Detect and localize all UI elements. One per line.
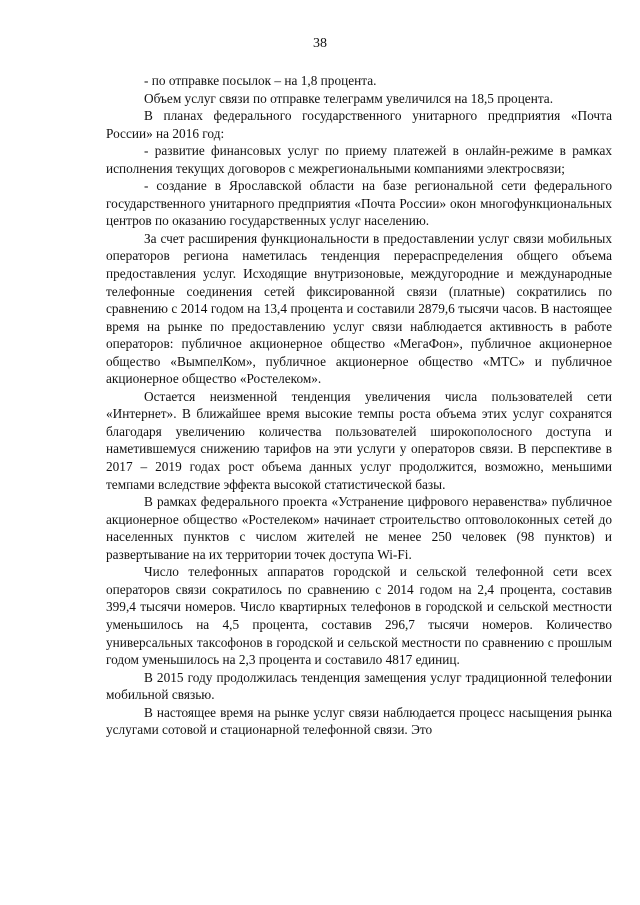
paragraph: - по отправке посылок – на 1,8 процента.: [144, 73, 377, 88]
paragraph: Число телефонных аппаратов городской и сельской телефонной сети всех операторов связи сократилось по сравнению с 2014 годом на 2,4 процента, составив 399,4 тысячи номеров. Число квартирных телефонов в городской и сельской местности уменьшилось на 4,5 процента, составив 296,7 тысячи номеров. Количество универсальных таксофонов в городской и сельской местности по сравнению с прошлым годом уменьшилось на 2,3 процента и составило 4817 единиц.: [106, 564, 612, 668]
paragraph: В планах федерального государственного унитарного предприятия «Почта России» на 2016 год:: [106, 108, 612, 141]
paragraph: В настоящее время на рынке услуг связи наблюдается процесс насыщения рынка услугами сотовой и стационарной телефонной связи. Это: [106, 704, 612, 738]
paragraph: Объем услуг связи по отправке телеграмм увеличился на 18,5 процента.: [144, 90, 554, 106]
paragraph: За счет расширения функциональности в предоставлении услуг связи мобильных операторов региона наметилась тенденция перераспределения общего объема предоставления услуг. Исходящие внутризоновые, междугородние и международные телефонные соединения сетей фиксированной связи (платные) сократились по сравнению с 2014 годом на 13,4 процента и составили 2879,6 тысячи часов. В настоящее время на рынке по предоставлению услуг связи наблюдается активность в работе операторов: публичное акционерное общество «МегаФон», публичное акционерное общество «ВымпелКом», публичное акционерное общество «МТС» и публичное акционерное общество «Ростелеком».: [106, 230, 612, 387]
paragraph: В рамках федерального проекта «Устранение цифрового неравенства» публичное акционерное общество «Ростелеком» начинает строительство оптоволоконных сетей до населенных пунктов с числом жителей не менее 250 человек (98 пунктов) и развертывание на их территории точек доступа Wi-Fi.: [106, 494, 612, 562]
document-body: [106, 72, 612, 739]
paragraph: - создание в Ярославской области на базе региональной сети федерального государственного унитарного предприятия «Почта России» окон многофункциональных центров по оказанию государственных услуг населению.: [106, 178, 612, 229]
paragraph: - развитие финансовых услуг по приему платежей в онлайн-режиме в рамках исполнения текущих договоров с межрегиональными компаниями электросвязи;: [106, 143, 612, 176]
paragraph: В 2015 году продолжилась тенденция замещения услуг традиционной телефонии мобильной связью.: [106, 669, 612, 703]
paragraph: Остается неизменной тенденция увеличения числа пользователей сети «Интернет». В ближайшее время высокие темпы роста объема этих услуг сохранятся благодаря увеличению количества пользователей широкополосного доступа и наметившемуся снижению тарифов на эти услуги у операторов связи. В перспективе в 2017 – 2019 годах рост объема данных услуг продолжится, возможно, меньшими темпами вследствие эффекта высокой статистической базы.: [106, 388, 612, 492]
page-number: 38: [313, 36, 327, 51]
